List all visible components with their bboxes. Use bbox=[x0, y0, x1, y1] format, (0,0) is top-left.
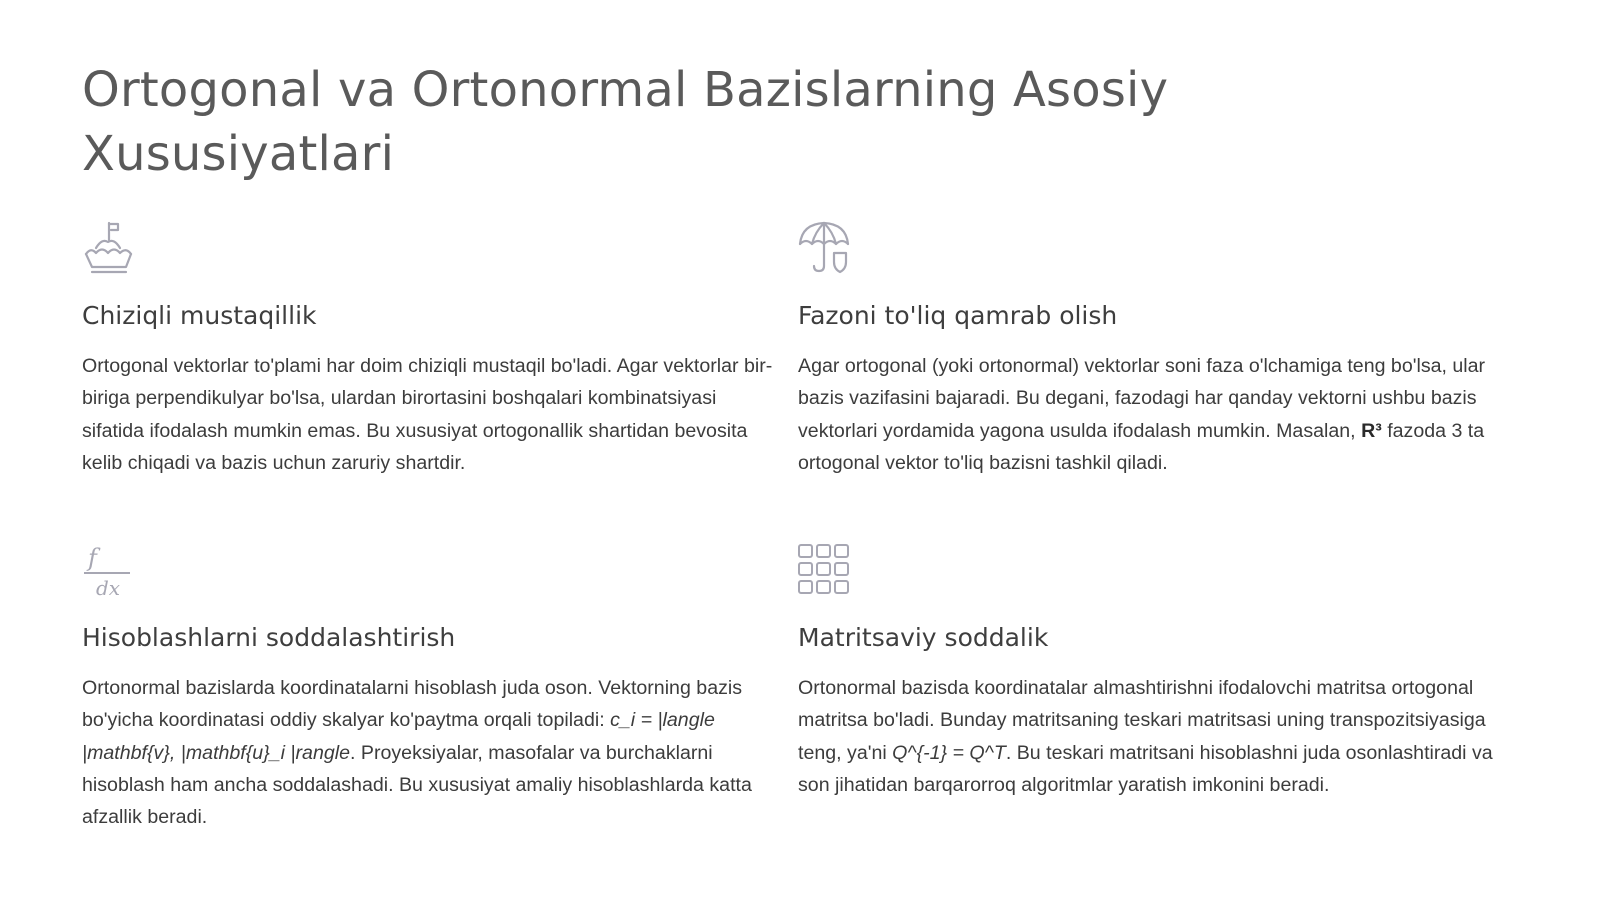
feature-card-linear-independence bbox=[82, 220, 782, 474]
grid-icon bbox=[798, 542, 850, 598]
card-text-emphasis: R³ bbox=[1361, 419, 1382, 442]
derivative-icon-numerator: f bbox=[88, 544, 97, 572]
card-text-part: Ortonormal bazislarda koordinatalarni hisoblash juda oson. Vektorning bazis bo'yicha koordinatasi oddiy skalyar ko'paytma orqali topiladi: bbox=[82, 677, 743, 732]
feature-card-matrix-simplicity bbox=[798, 542, 1498, 796]
page-title: Ortogonal va Ortonormal Bazislarning Asosiy Xususiyatlari bbox=[82, 62, 1169, 182]
umbrella-icon bbox=[798, 220, 850, 276]
derivative-icon bbox=[82, 542, 134, 598]
card-heading: Matritsaviy soddalik bbox=[798, 623, 1049, 652]
card-description bbox=[798, 672, 1498, 801]
card-text-part: Ortonormal bazisda koordinatalar almashtirishni ifodalovchi matritsa ortogonal matritsa bo'ladi. Bunday matritsaning teskari matritsasi uning transpozitsiyasiga teng, ya'ni bbox=[798, 677, 1486, 764]
derivative-icon-denominator: dx bbox=[96, 576, 121, 598]
card-heading: Chiziqli mustaqillik bbox=[82, 301, 317, 330]
feature-card-simplified-calculation bbox=[82, 542, 782, 829]
card-description bbox=[798, 350, 1498, 479]
card-heading: Fazoni to'liq qamrab olish bbox=[798, 301, 1118, 330]
card-formula: Q^{-1} = Q^T bbox=[892, 741, 1006, 764]
card-text-part: Agar ortogonal (yoki ortonormal) vektorlar soni faza o'lchamiga teng bo'lsa, ular bazis vazifasini bajaradi. Bu degani, fazodagi har qanday vektorni ushbu bazis vektorlari yordamida yagona usulda ifodalash mumkin. Masalan, bbox=[798, 355, 1486, 442]
card-description bbox=[82, 672, 782, 833]
feature-card-full-span bbox=[798, 220, 1498, 474]
crown-icon bbox=[82, 220, 134, 276]
card-formula: c_i = |langle |mathbf{v}, |mathbf{u}_i |rangle bbox=[82, 709, 715, 764]
card-heading: Hisoblashlarni soddalashtirish bbox=[82, 623, 456, 652]
card-description: Ortogonal vektorlar to'plami har doim chiziqli mustaqil bo'ladi. Agar vektorlar bir-biriga perpendikulyar bo'lsa, ulardan birortasini boshqalari kombinatsiyasi sifatida ifodalash mumkin emas. Bu xususiyat ortogonallik shartidan bevosita kelib chiqadi va bazis uchun zaruriy shartdir. bbox=[82, 355, 773, 474]
card-text-part: . Proyeksiyalar, masofalar va burchaklarni hisoblash ham ancha soddalashadi. Bu xususiyat amaliy hisoblashlarda katta afzallik beradi. bbox=[82, 741, 752, 829]
card-text-part: fazoda 3 ta ortogonal vektor to'liq bazisni tashkil qiladi. bbox=[798, 419, 1485, 474]
card-text-part: . Bu teskari matritsani hisoblashni juda osonlashtiradi va son jihatidan barqarorroq algoritmlar yaratish imkonini beradi. bbox=[798, 741, 1493, 796]
